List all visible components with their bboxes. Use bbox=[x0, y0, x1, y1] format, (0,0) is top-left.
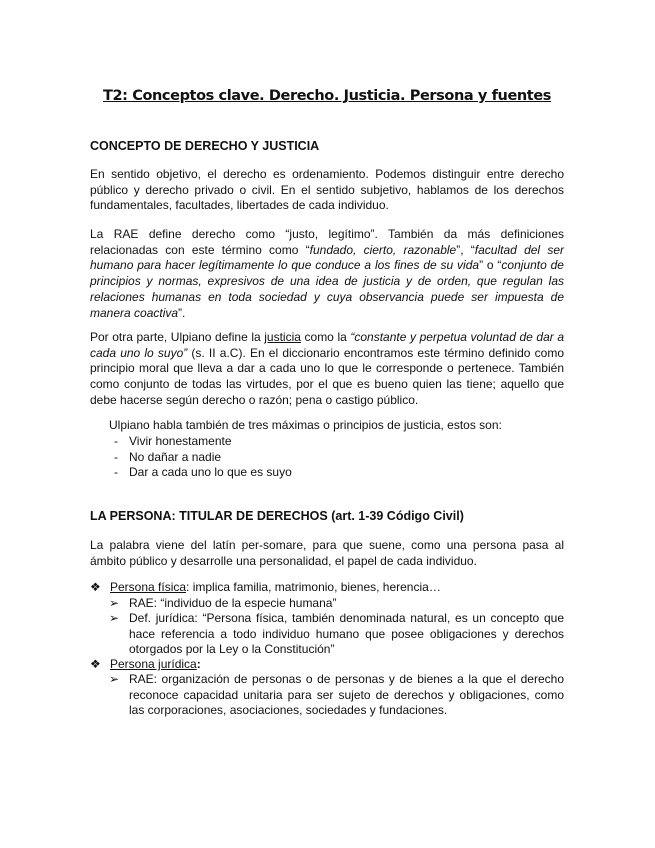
paragraph-derecho-objetivo: En sentido objetivo, el derecho es ordenamiento. Podemos distinguir entre derecho público y derecho privado o civil. En el sentido subjetivo, hablamos de los derechos fundamentales, facultades, libertades de cada individuo. bbox=[90, 167, 564, 213]
paragraph-justicia-ulpiano: Por otra parte, Ulpiano define la justicia como la “constante y perpetua voluntad de dar a cada uno lo suyo” (s. II a.C). En el diccionario encontramos este término definido como principio moral que lleva a dar a cada uno lo que le corresponde o pertenece. También como conjunto de todas las virtudes, por el que es bueno quien las tiene; aquello que debe hacerse según derecho o razón; pena o castigo público. bbox=[90, 330, 564, 407]
arrow-bullet-icon: ➢ bbox=[109, 672, 120, 686]
list-item: - Vivir honestamente bbox=[109, 434, 292, 450]
subitem-fisica-def: ➢ Def. jurídica: “Persona física, también denominada natural, es un concepto que hace referencia a todo individuo humano que posee obligaciones y derechos otorgados por la Ley o la Constitución” bbox=[109, 611, 564, 657]
maxims-list bbox=[109, 434, 292, 481]
bullet-persona-juridica: ❖ Persona jurídica: bbox=[90, 657, 201, 671]
subitem-fisica-rae: ➢ RAE: “individuo de la especie humana” bbox=[109, 596, 337, 610]
section-heading-persona: LA PERSONA: TITULAR DE DERECHOS (art. 1-39 Código Civil) bbox=[90, 509, 464, 523]
list-item: - No dañar a nadie bbox=[109, 450, 292, 466]
diamond-bullet-icon: ❖ bbox=[90, 657, 101, 671]
section-heading-derecho: CONCEPTO DE DERECHO Y JUSTICIA bbox=[90, 139, 320, 153]
paragraph-persona-origen: La palabra viene del latín per-somare, para que suene, como una persona pasa al ámbito público y desarrolle una personalidad, el papel de cada individuo. bbox=[90, 538, 564, 568]
maxims-intro: Ulpiano habla también de tres máximas o principios de justicia, estos son: bbox=[109, 418, 502, 432]
diamond-bullet-icon: ❖ bbox=[90, 580, 101, 594]
document-title: T2: Conceptos clave. Derecho. Justicia. Persona y fuentes bbox=[102, 88, 552, 104]
paragraph-rae-definicion: La RAE define derecho como “justo, legítimo”. También da más definiciones relacionadas con este término como “fundado, cierto, razonable”, “facultad del ser humano para hacer legítimamente lo que conduce a los fines de su vida” o “conjunto de principios y normas, expresivos de una idea de justicia y de orden, que regulan las relaciones humanas en toda sociedad y cuya observancia puede ser impuesta de manera coactiva”. bbox=[90, 227, 564, 320]
bullet-persona-fisica: ❖ Persona física: implica familia, matrimonio, bienes, herencia… bbox=[90, 580, 441, 594]
arrow-bullet-icon: ➢ bbox=[109, 596, 120, 610]
arrow-bullet-icon: ➢ bbox=[109, 611, 120, 625]
subitem-juridica-rae: ➢ RAE: organización de personas o de personas y de bienes a la que el derecho reconoce capacidad unitaria para ser sujeto de derechos y obligaciones, como las corporaciones, asociaciones, sociedades y fundaciones. bbox=[109, 672, 564, 718]
list-item: - Dar a cada uno lo que es suyo bbox=[109, 465, 292, 481]
